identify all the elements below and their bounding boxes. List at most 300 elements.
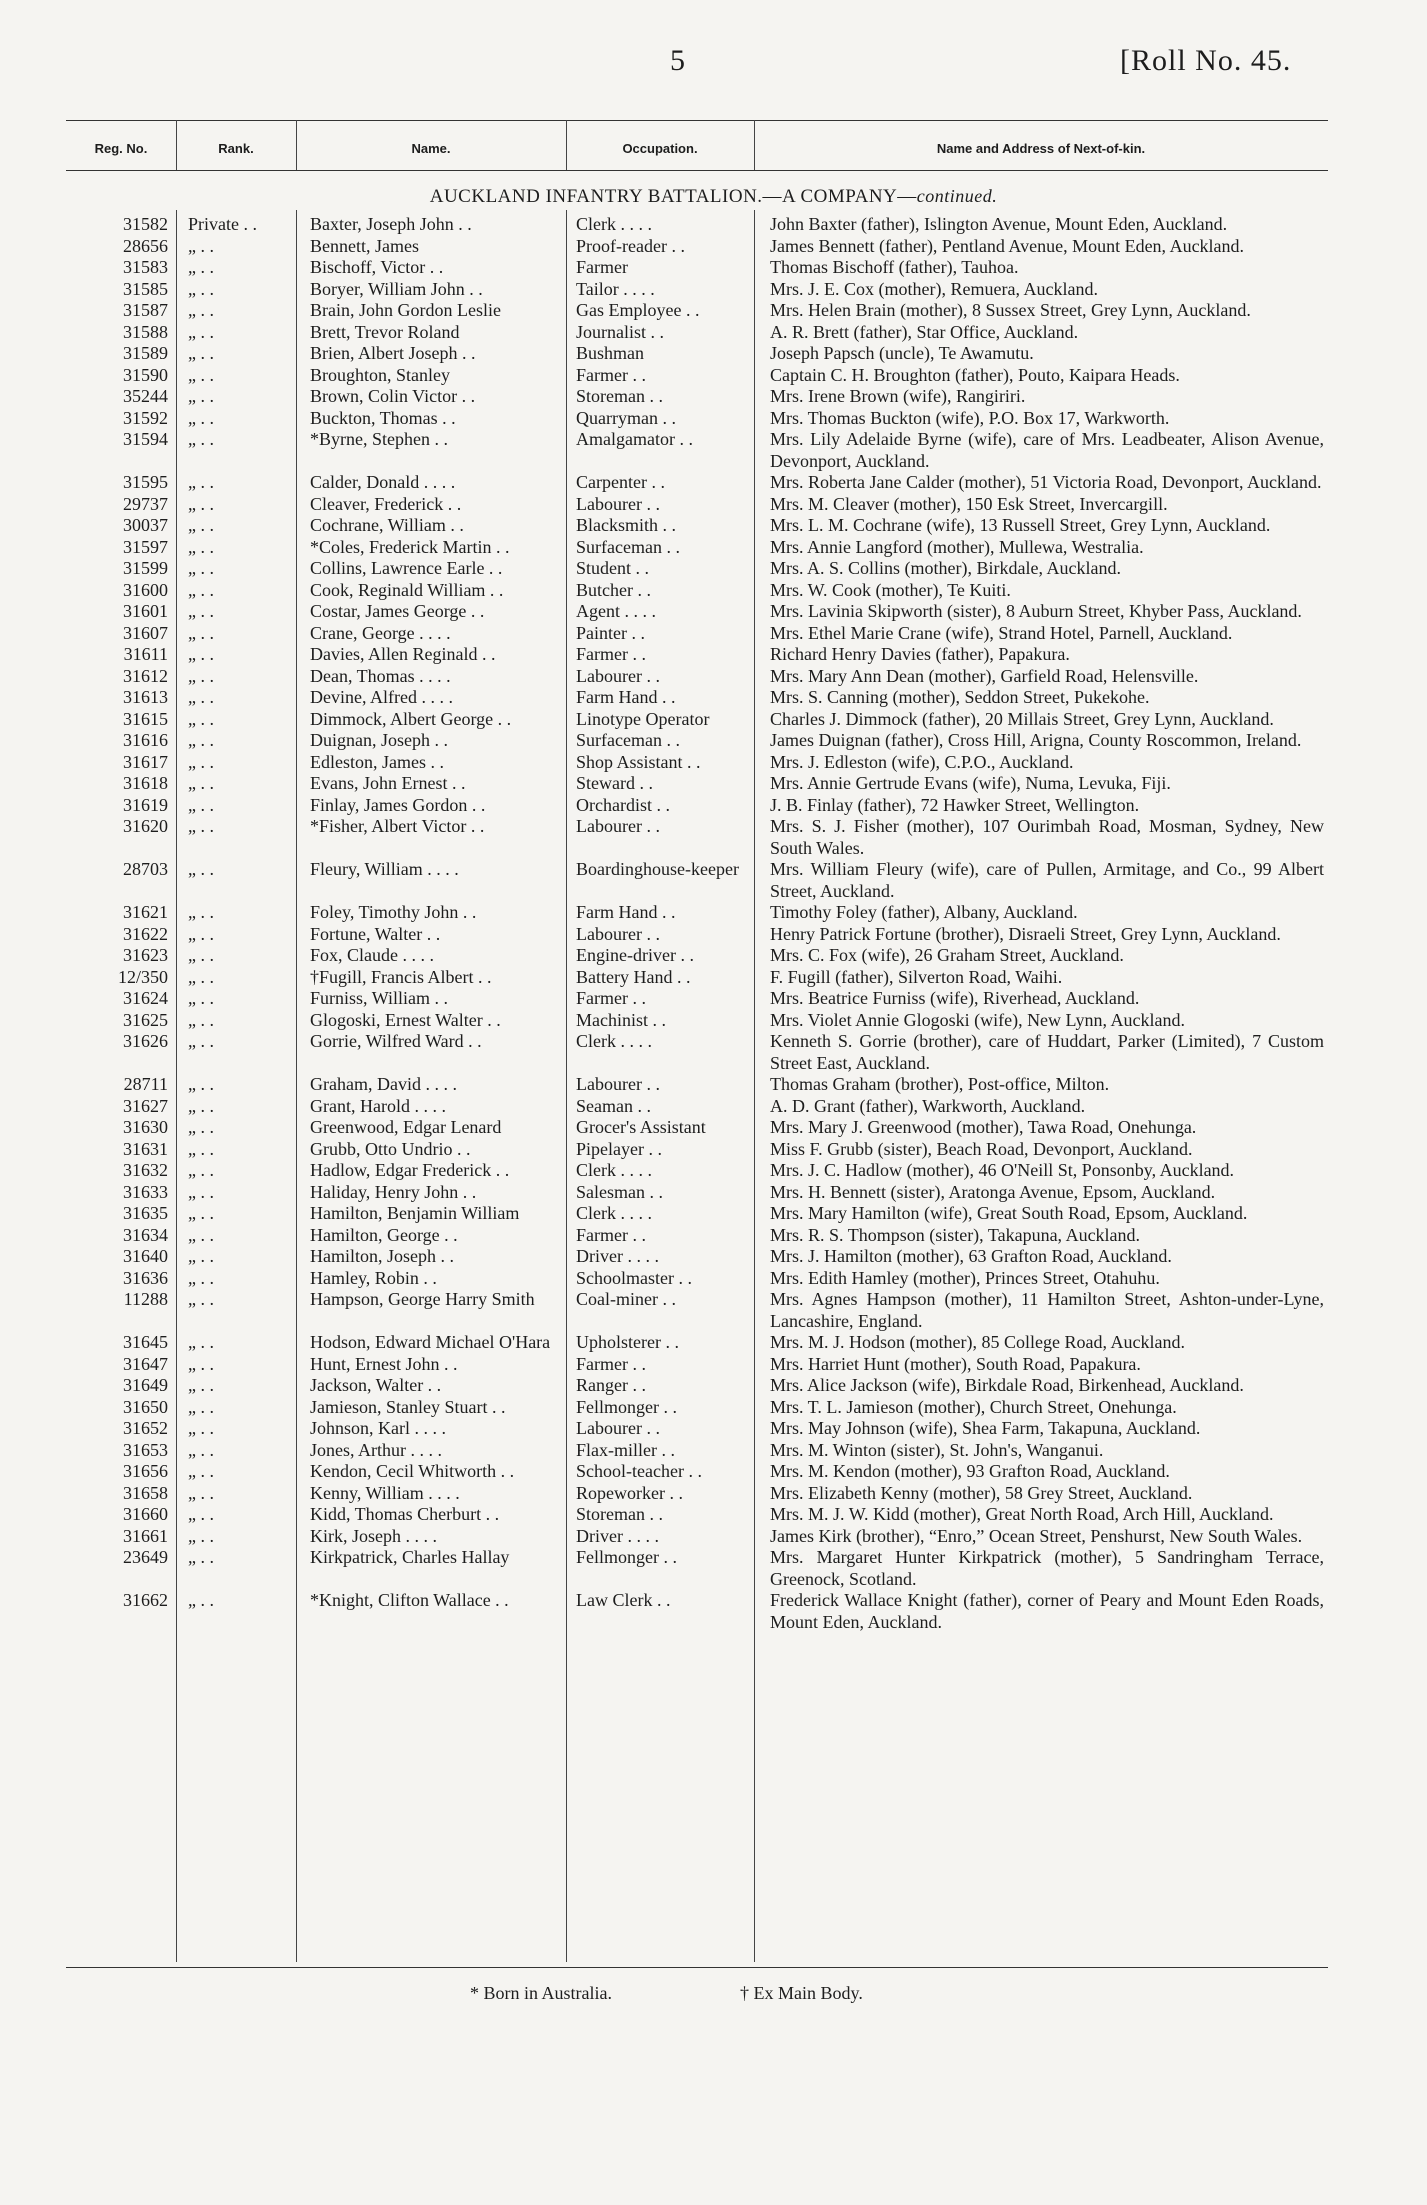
rank: „ . .: [188, 622, 214, 643]
soldier-name: Crane, George . . . .: [310, 622, 451, 643]
occupation: Storeman . .: [576, 1504, 663, 1524]
occupation: Amalgamator . .: [576, 429, 693, 449]
rank: „ . .: [188, 407, 214, 428]
occupation: Farmer . .: [576, 644, 646, 664]
rank: „ . .: [188, 1224, 214, 1245]
soldier-name: Cochrane, William . .: [310, 515, 464, 535]
rank: „ . .: [188, 1203, 214, 1223]
reg-no: 31623: [123, 945, 168, 965]
table-row: [66, 1117, 1328, 1139]
occupation: Battery Hand . .: [576, 966, 691, 987]
table-row: [66, 795, 1328, 817]
table-row: [66, 300, 1328, 322]
reg-no: 31645: [123, 1332, 168, 1352]
occupation: Grocer's Assistant: [576, 1117, 706, 1137]
next-of-kin: James Bennett (father), Pentland Avenue, Mount Eden, Auckland.: [770, 235, 1245, 256]
table-row: [66, 1268, 1328, 1290]
next-of-kin: Thomas Bischoff (father), Tauhoa.: [770, 257, 1019, 277]
table-row: [66, 429, 1328, 472]
occupation: Agent . . . .: [576, 601, 656, 621]
soldier-name: Brain, John Gordon Leslie: [310, 300, 501, 320]
soldier-name: Hamilton, George . .: [310, 1224, 458, 1245]
soldier-name: Devine, Alfred . . . .: [310, 687, 453, 707]
soldier-name: Fleury, William . . . .: [310, 859, 459, 879]
reg-no: 31595: [123, 472, 168, 492]
next-of-kin: Mrs. C. Fox (wife), 26 Graham Street, Auckland.: [770, 945, 1124, 965]
occupation: Clerk . . . .: [576, 1031, 652, 1051]
soldier-name: Costar, James George . .: [310, 601, 485, 621]
soldier-name: *Coles, Frederick Martin . .: [310, 536, 510, 557]
soldier-name: Collins, Lawrence Earle . .: [310, 558, 503, 578]
next-of-kin: Mrs. Beatrice Furniss (wife), Riverhead, Auckland.: [770, 988, 1140, 1008]
table-bottom-rule: [66, 1967, 1328, 1968]
occupation: Labourer . .: [576, 493, 660, 514]
soldier-name: Glogoski, Ernest Walter . .: [310, 1009, 501, 1030]
rank: „ . .: [188, 1482, 214, 1503]
occupation: Labourer . .: [576, 816, 660, 836]
table-row: [66, 623, 1328, 645]
next-of-kin: F. Fugill (father), Silverton Road, Waihi.: [770, 966, 1063, 987]
table-row: [66, 924, 1328, 946]
table-row: [66, 1526, 1328, 1548]
table-row: [66, 494, 1328, 516]
soldier-name: Kirkpatrick, Charles Hallay: [310, 1547, 510, 1567]
table-row: [66, 1504, 1328, 1526]
occupation: Labourer . .: [576, 1074, 660, 1094]
header-top-rule: [66, 120, 1328, 121]
next-of-kin: Mrs. W. Cook (mother), Te Kuiti.: [770, 579, 1011, 600]
table-row: [66, 1354, 1328, 1376]
rank: „ . .: [188, 1095, 214, 1116]
soldier-name: Greenwood, Edgar Lenard: [310, 1117, 502, 1137]
occupation: Driver . . . .: [576, 1246, 659, 1266]
next-of-kin: John Baxter (father), Islington Avenue, Mount Eden, Auckland.: [770, 214, 1228, 234]
occupation: Clerk . . . .: [576, 1160, 652, 1180]
rank: „ . .: [188, 1590, 214, 1610]
occupation: Surfaceman . .: [576, 536, 680, 557]
table-row: [66, 945, 1328, 967]
table-row: [66, 343, 1328, 365]
table-row: [66, 537, 1328, 559]
col-header-reg: Reg. No.: [94, 140, 148, 156]
reg-no: 29737: [123, 493, 168, 514]
rank: „ . .: [188, 988, 214, 1008]
occupation: Machinist . .: [576, 1009, 666, 1030]
reg-no: 31594: [123, 429, 168, 449]
occupation: Proof-reader . .: [576, 235, 685, 256]
rank: „ . .: [188, 536, 214, 557]
occupation: Tailor . . . .: [576, 278, 655, 299]
table-row: [66, 1139, 1328, 1161]
rank: „ . .: [188, 730, 214, 750]
next-of-kin: James Kirk (brother), “Enro,” Ocean Street, Penshurst, New South Wales.: [770, 1525, 1303, 1546]
table-row: [66, 1289, 1328, 1332]
reg-no: 31658: [123, 1482, 168, 1503]
table-row: [66, 1203, 1328, 1225]
rank: „ . .: [188, 235, 214, 256]
next-of-kin: Miss F. Grubb (sister), Beach Road, Devonport, Auckland.: [770, 1138, 1193, 1159]
rank: „ . .: [188, 1009, 214, 1030]
soldier-name: *Fisher, Albert Victor . .: [310, 816, 485, 836]
rank: „ . .: [188, 859, 214, 879]
occupation: Law Clerk . .: [576, 1590, 671, 1610]
soldier-name: Hodson, Edward Michael O'Hara: [310, 1332, 551, 1352]
next-of-kin: Captain C. H. Broughton (father), Pouto, Kaipara Heads.: [770, 364, 1180, 385]
soldier-name: Gorrie, Wilfred Ward . .: [310, 1031, 482, 1051]
occupation: Labourer . .: [576, 1418, 660, 1438]
occupation: Flax-miller . .: [576, 1439, 675, 1460]
rank: „ . .: [188, 1353, 214, 1374]
next-of-kin: Mrs. Mary J. Greenwood (mother), Tawa Road, Onehunga.: [770, 1117, 1197, 1137]
rank: „ . .: [188, 1181, 214, 1202]
soldier-name: Duignan, Joseph . .: [310, 730, 448, 750]
next-of-kin: Mrs. Agnes Hampson (mother), 11 Hamilton Street, Ashton-under-Lyne, Lancashire, England.: [770, 1289, 1324, 1331]
next-of-kin: Mrs. J. Edleston (wife), C.P.O., Auckland.: [770, 751, 1074, 772]
soldier-name: Finlay, James Gordon . .: [310, 794, 486, 815]
occupation: Clerk . . . .: [576, 1203, 652, 1223]
next-of-kin: Mrs. Harriet Hunt (mother), South Road, Papakura.: [770, 1353, 1141, 1374]
reg-no: 31583: [123, 257, 168, 277]
reg-no: 31599: [123, 558, 168, 578]
reg-no: 31590: [123, 364, 168, 385]
rank: „ . .: [188, 1138, 214, 1159]
table-row: [66, 214, 1328, 236]
next-of-kin: Mrs. L. M. Cochrane (wife), 13 Russell Street, Grey Lynn, Auckland.: [770, 515, 1271, 535]
col-header-occupation: Occupation.: [622, 140, 698, 156]
next-of-kin: Mrs. A. S. Collins (mother), Birkdale, Auckland.: [770, 558, 1121, 578]
reg-no: 31660: [123, 1504, 168, 1524]
occupation: Driver . . . .: [576, 1525, 659, 1546]
occupation: Salesman . .: [576, 1181, 663, 1202]
occupation: Labourer . .: [576, 665, 660, 686]
next-of-kin: Mrs. Thomas Buckton (wife), P.O. Box 17, Warkworth.: [770, 407, 1170, 428]
next-of-kin: Mrs. Elizabeth Kenny (mother), 58 Grey Street, Auckland.: [770, 1482, 1193, 1503]
table-row: [66, 859, 1328, 902]
table-row: [66, 1246, 1328, 1268]
rank: „ . .: [188, 1160, 214, 1180]
reg-no: 31624: [123, 988, 168, 1008]
rank: „ . .: [188, 1375, 214, 1395]
occupation: Ranger . .: [576, 1375, 646, 1395]
table-row: [66, 365, 1328, 387]
rank: „ . .: [188, 300, 214, 320]
reg-no: 28656: [123, 235, 168, 256]
occupation: Painter . .: [576, 622, 645, 643]
section-title: [0, 186, 1427, 208]
rank: „ . .: [188, 1246, 214, 1266]
occupation: Farmer: [576, 257, 628, 277]
soldier-name: Kendon, Cecil Whitworth . .: [310, 1461, 515, 1481]
roll-number: [Roll No. 45.: [1120, 44, 1292, 77]
occupation: Orchardist . .: [576, 794, 670, 815]
next-of-kin: Mrs. Mary Ann Dean (mother), Garfield Road, Helensville.: [770, 665, 1199, 686]
footnote-ex-main-body: † Ex Main Body.: [740, 1983, 863, 2003]
soldier-name: Kenny, William . . . .: [310, 1482, 460, 1503]
reg-no: 31650: [123, 1396, 168, 1417]
next-of-kin: Mrs. Alice Jackson (wife), Birkdale Road, Birkenhead, Auckland.: [770, 1375, 1244, 1395]
roll-table: [66, 214, 1328, 1633]
table-row: [66, 988, 1328, 1010]
rank: „ . .: [188, 1396, 214, 1417]
occupation: Storeman . .: [576, 386, 663, 406]
table-row: [66, 279, 1328, 301]
table-row: [66, 1182, 1328, 1204]
next-of-kin: Mrs. Violet Annie Glogoski (wife), New Lynn, Auckland.: [770, 1009, 1186, 1030]
reg-no: 23649: [123, 1547, 168, 1567]
next-of-kin: Mrs. M. J. Hodson (mother), 85 College Road, Auckland.: [770, 1332, 1185, 1352]
soldier-name: *Byrne, Stephen . .: [310, 429, 448, 449]
soldier-name: Haliday, Henry John . .: [310, 1181, 477, 1202]
soldier-name: Baxter, Joseph John . .: [310, 214, 472, 234]
next-of-kin: Mrs. T. L. Jamieson (mother), Church Street, Onehunga.: [770, 1396, 1177, 1417]
next-of-kin: Mrs. Margaret Hunter Kirkpatrick (mother), 5 Sandringham Terrace, Greenock, Scotland.: [770, 1547, 1324, 1589]
rank: „ . .: [188, 1504, 214, 1524]
reg-no: 31656: [123, 1461, 168, 1481]
reg-no: 31621: [123, 902, 168, 922]
reg-no: 31630: [123, 1117, 168, 1137]
table-row: [66, 558, 1328, 580]
next-of-kin: Mrs. Annie Gertrude Evans (wife), Numa, Levuka, Fiji.: [770, 773, 1171, 793]
reg-no: 31649: [123, 1375, 168, 1395]
table-row: [66, 386, 1328, 408]
rank: „ . .: [188, 1267, 214, 1288]
soldier-name: Hamilton, Benjamin William: [310, 1203, 520, 1223]
next-of-kin: Mrs. R. S. Thompson (sister), Takapuna, Auckland.: [770, 1224, 1141, 1245]
occupation: Ropeworker . .: [576, 1482, 683, 1503]
reg-no: 31625: [123, 1009, 168, 1030]
next-of-kin: Timothy Foley (father), Albany, Auckland.: [770, 902, 1078, 922]
soldier-name: Bennett, James: [310, 235, 419, 256]
table-row: [66, 472, 1328, 494]
table-row: [66, 1397, 1328, 1419]
table-row: [66, 730, 1328, 752]
table-row: [66, 580, 1328, 602]
table-row: [66, 773, 1328, 795]
soldier-name: Brien, Albert Joseph . .: [310, 343, 476, 363]
table-row: [66, 1225, 1328, 1247]
soldier-name: Bischoff, Victor . .: [310, 257, 444, 277]
soldier-name: Davies, Allen Reginald . .: [310, 644, 496, 664]
table-row: [66, 709, 1328, 731]
next-of-kin: Mrs. Lavinia Skipworth (sister), 8 Auburn Street, Khyber Pass, Auckland.: [770, 601, 1302, 621]
table-row: [66, 902, 1328, 924]
rank: „ . .: [188, 493, 214, 514]
reg-no: 31653: [123, 1439, 168, 1460]
reg-no: 31592: [123, 407, 168, 428]
occupation: Quarryman . .: [576, 407, 676, 428]
occupation: Labourer . .: [576, 923, 660, 944]
occupation: Boardinghouse-keeper: [576, 859, 739, 879]
reg-no: 31647: [123, 1353, 168, 1374]
next-of-kin: Joseph Papsch (uncle), Te Awamutu.: [770, 343, 1034, 363]
footnote-born-australia: * Born in Australia.: [470, 1983, 612, 2003]
rank: „ . .: [188, 751, 214, 772]
next-of-kin: Mrs. William Fleury (wife), care of Pullen, Armitage, and Co., 99 Albert Street, Auckland.: [770, 859, 1324, 901]
next-of-kin: Mrs. M. Kendon (mother), 93 Grafton Road, Auckland.: [770, 1461, 1170, 1481]
soldier-name: Hampson, George Harry Smith: [310, 1289, 535, 1309]
table-row: [66, 1031, 1328, 1074]
reg-no: 31633: [123, 1181, 168, 1202]
soldier-name: Buckton, Thomas . .: [310, 407, 456, 428]
occupation: Clerk . . . .: [576, 214, 652, 234]
occupation: Gas Employee . .: [576, 300, 700, 320]
table-row: [66, 1418, 1328, 1440]
col-header-rank: Rank.: [218, 140, 254, 156]
reg-no: 28703: [123, 859, 168, 879]
occupation: Pipelayer . .: [576, 1138, 662, 1159]
occupation: Farmer . .: [576, 988, 646, 1008]
soldier-name: Boryer, William John . .: [310, 278, 483, 299]
soldier-name: Brett, Trevor Roland: [310, 321, 460, 342]
rank: „ . .: [188, 601, 214, 621]
soldier-name: Broughton, Stanley: [310, 364, 450, 385]
soldier-name: Foley, Timothy John . .: [310, 902, 477, 922]
table-row: [66, 1160, 1328, 1182]
next-of-kin: Mrs. M. J. W. Kidd (mother), Great North Road, Arch Hill, Auckland.: [770, 1504, 1274, 1524]
soldier-name: Kidd, Thomas Cherburt . .: [310, 1504, 500, 1524]
table-row: [66, 816, 1328, 859]
rank: „ . .: [188, 364, 214, 385]
rank: „ . .: [188, 343, 214, 363]
soldier-name: Hadlow, Edgar Frederick . .: [310, 1160, 510, 1180]
reg-no: 31620: [123, 816, 168, 836]
occupation: Linotype Operator: [576, 708, 710, 729]
reg-no: 11288: [123, 1289, 168, 1309]
rank: „ . .: [188, 1461, 214, 1481]
soldier-name: Evans, John Ernest . .: [310, 773, 466, 793]
reg-no: 31619: [123, 794, 168, 815]
reg-no: 31601: [123, 601, 168, 621]
next-of-kin: Mrs. S. Canning (mother), Seddon Street, Pukekohe.: [770, 687, 1150, 707]
reg-no: 31582: [123, 214, 168, 234]
reg-no: 31617: [123, 751, 168, 772]
reg-no: 28711: [123, 1074, 168, 1094]
col-header-kin: Name and Address of Next-of-kin.: [936, 140, 1146, 156]
occupation: Carpenter . .: [576, 472, 665, 492]
table-row: [66, 644, 1328, 666]
next-of-kin: Mrs. J. C. Hadlow (mother), 46 O'Neill St, Ponsonby, Auckland.: [770, 1160, 1235, 1180]
table-row: [66, 967, 1328, 989]
soldier-name: Grant, Harold . . . .: [310, 1095, 446, 1116]
table-row: [66, 1375, 1328, 1397]
table-row: [66, 1010, 1328, 1032]
rank: „ . .: [188, 966, 214, 987]
soldier-name: Edleston, James . .: [310, 751, 444, 772]
next-of-kin: Mrs. Mary Hamilton (wife), Great South Road, Epsom, Auckland.: [770, 1203, 1248, 1223]
rank: „ . .: [188, 665, 214, 686]
rank: „ . .: [188, 472, 214, 492]
rank: „ . .: [188, 1439, 214, 1460]
rank: „ . .: [188, 816, 214, 836]
rank: „ . .: [188, 1031, 214, 1051]
occupation: Farmer . .: [576, 1224, 646, 1245]
reg-no: 31616: [123, 730, 168, 750]
table-row: [66, 257, 1328, 279]
soldier-name: Jones, Arthur . . . .: [310, 1439, 442, 1460]
reg-no: 31597: [123, 536, 168, 557]
soldier-name: Brown, Colin Victor . .: [310, 386, 476, 406]
reg-no: 31661: [123, 1525, 168, 1546]
next-of-kin: Mrs. J. E. Cox (mother), Remuera, Auckland.: [770, 278, 1098, 299]
rank: „ . .: [188, 429, 214, 449]
soldier-name: Grubb, Otto Undrio . .: [310, 1138, 471, 1159]
soldier-name: Fortune, Walter . .: [310, 923, 441, 944]
soldier-name: Dimmock, Albert George . .: [310, 708, 512, 729]
occupation: Student . .: [576, 558, 650, 578]
next-of-kin: Mrs. M. Winton (sister), St. John's, Wanganui.: [770, 1439, 1104, 1460]
soldier-name: Jackson, Walter . .: [310, 1375, 442, 1395]
table-row: [66, 1074, 1328, 1096]
reg-no: 31611: [123, 644, 168, 664]
soldier-name: †Fugill, Francis Albert . .: [310, 966, 492, 987]
soldier-name: Hamilton, Joseph . .: [310, 1246, 454, 1266]
table-row: [66, 408, 1328, 430]
reg-no: 31607: [123, 622, 168, 643]
next-of-kin: Henry Patrick Fortune (brother), Disraeli Street, Grey Lynn, Auckland.: [770, 923, 1281, 944]
rank: „ . .: [188, 945, 214, 965]
occupation: Engine-driver . .: [576, 945, 694, 965]
next-of-kin: Richard Henry Davies (father), Papakura.: [770, 644, 1070, 664]
reg-no: 35244: [123, 386, 168, 406]
rank: „ . .: [188, 257, 214, 277]
reg-no: 31585: [123, 278, 168, 299]
next-of-kin: Frederick Wallace Knight (father), corner of Peary and Mount Eden Roads, Mount Eden, Auckland.: [770, 1590, 1324, 1632]
occupation: Steward . .: [576, 773, 653, 793]
occupation: Farm Hand . .: [576, 687, 676, 707]
reg-no: 31600: [123, 579, 168, 600]
occupation: Seaman . .: [576, 1095, 651, 1116]
reg-no: 31615: [123, 708, 168, 729]
reg-no: 31636: [123, 1267, 168, 1288]
rank: „ . .: [188, 1418, 214, 1438]
soldier-name: Calder, Donald . . . .: [310, 472, 456, 492]
next-of-kin: Mrs. Edith Hamley (mother), Princes Street, Otahuhu.: [770, 1267, 1160, 1288]
reg-no: 30037: [123, 515, 168, 535]
next-of-kin: J. B. Finlay (father), 72 Hawker Street, Wellington.: [770, 794, 1140, 815]
soldier-name: Jamieson, Stanley Stuart . .: [310, 1396, 506, 1417]
soldier-name: Cook, Reginald William . .: [310, 579, 504, 600]
col-header-name: Name.: [411, 140, 451, 156]
soldier-name: Johnson, Karl . . . .: [310, 1418, 446, 1438]
reg-no: 31627: [123, 1095, 168, 1116]
reg-no: 31622: [123, 923, 168, 944]
occupation: Fellmonger . .: [576, 1396, 677, 1417]
rank: „ . .: [188, 708, 214, 729]
occupation: Shop Assistant . .: [576, 751, 701, 772]
section-title-continued: continued.: [916, 186, 998, 206]
occupation: Farm Hand . .: [576, 902, 676, 922]
soldier-name: Furniss, William . .: [310, 988, 448, 1008]
next-of-kin: James Duignan (father), Cross Hill, Arigna, County Roscommon, Ireland.: [770, 730, 1302, 750]
reg-no: 12/350: [117, 966, 168, 987]
next-of-kin: Mrs. H. Bennett (sister), Aratonga Avenue, Epsom, Auckland.: [770, 1181, 1216, 1202]
header-bottom-rule: [66, 170, 1328, 171]
soldier-name: *Knight, Clifton Wallace . .: [310, 1590, 509, 1610]
table-row: [66, 515, 1328, 537]
soldier-name: Graham, David . . . .: [310, 1074, 457, 1094]
reg-no: 31589: [123, 343, 168, 363]
soldier-name: Dean, Thomas . . . .: [310, 665, 451, 686]
rank: „ . .: [188, 386, 214, 406]
page-number: 5: [670, 44, 685, 77]
rank: „ . .: [188, 1289, 214, 1309]
table-row: [66, 1440, 1328, 1462]
occupation: Farmer . .: [576, 364, 646, 385]
next-of-kin: Mrs. Roberta Jane Calder (mother), 51 Victoria Road, Devonport, Auckland.: [770, 472, 1322, 492]
occupation: School-teacher . .: [576, 1461, 702, 1481]
next-of-kin: Mrs. Ethel Marie Crane (wife), Strand Hotel, Parnell, Auckland.: [770, 622, 1233, 643]
reg-no: 31632: [123, 1160, 168, 1180]
